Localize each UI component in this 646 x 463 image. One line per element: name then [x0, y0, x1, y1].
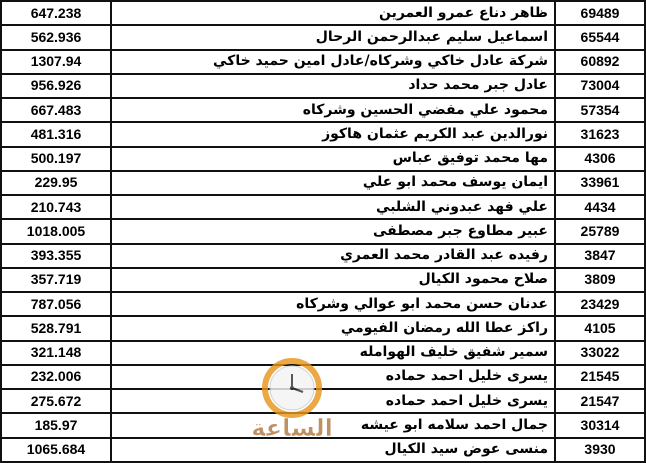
code-cell: 60892	[555, 50, 645, 74]
name-cell: شركة عادل خاكي وشركاه/عادل امين حميد خاكي	[111, 50, 555, 74]
table-row	[1, 195, 645, 219]
amount-cell: 232.006	[1, 365, 111, 389]
code-cell: 23429	[555, 292, 645, 316]
name-cell: نورالدين عبد الكريم عثمان هاكوز	[111, 122, 555, 146]
name-cell: اسماعيل سليم عبدالرحمن الرحال	[111, 25, 555, 49]
amount-cell: 1018.005	[1, 219, 111, 243]
table-row	[1, 438, 645, 463]
code-cell: 21547	[555, 389, 645, 413]
amount-cell: 393.355	[1, 244, 111, 268]
amount-cell: 357.719	[1, 268, 111, 292]
name-cell: يسرى خليل احمد حماده	[111, 389, 555, 413]
amount-cell: 1307.94	[1, 50, 111, 74]
table-row	[1, 268, 645, 292]
name-cell: صلاح محمود الكيال	[111, 268, 555, 292]
amount-cell: 185.97	[1, 413, 111, 437]
name-cell: منسى عوض سيد الكيال	[111, 438, 555, 463]
table-row	[1, 147, 645, 171]
table-row	[1, 292, 645, 316]
code-cell: 25789	[555, 219, 645, 243]
name-cell: مها محمد توفيق عباس	[111, 147, 555, 171]
code-cell: 31623	[555, 122, 645, 146]
amount-cell: 481.316	[1, 122, 111, 146]
amount-cell: 210.743	[1, 195, 111, 219]
name-cell: محمود علي مفضي الحسين وشركاه	[111, 98, 555, 122]
amount-cell: 647.238	[1, 1, 111, 25]
table-row	[1, 25, 645, 49]
amount-cell: 528.791	[1, 316, 111, 340]
amount-cell: 667.483	[1, 98, 111, 122]
name-cell: ايمان يوسف محمد ابو علي	[111, 171, 555, 195]
code-cell: 33022	[555, 341, 645, 365]
amount-cell: 321.148	[1, 341, 111, 365]
amount-cell: 562.936	[1, 25, 111, 49]
code-cell: 33961	[555, 171, 645, 195]
table-row	[1, 171, 645, 195]
name-cell: رفيده عبد القادر محمد العمري	[111, 244, 555, 268]
name-cell: راكز عطا الله رمضان الفيومي	[111, 316, 555, 340]
code-cell: 4434	[555, 195, 645, 219]
code-cell: 3930	[555, 438, 645, 463]
amount-cell: 956.926	[1, 74, 111, 98]
name-cell: يسرى خليل احمد حماده	[111, 365, 555, 389]
code-cell: 3847	[555, 244, 645, 268]
amount-cell: 275.672	[1, 389, 111, 413]
table-row	[1, 389, 645, 413]
table-row	[1, 316, 645, 340]
amount-cell: 787.056	[1, 292, 111, 316]
table-row	[1, 219, 645, 243]
name-cell: عدنان حسن محمد ابو عوالي وشركاه	[111, 292, 555, 316]
table-row	[1, 341, 645, 365]
amount-cell: 1065.684	[1, 438, 111, 463]
code-cell: 4105	[555, 316, 645, 340]
code-cell: 3809	[555, 268, 645, 292]
name-cell: جمال احمد سلامه ابو عيشه	[111, 413, 555, 437]
code-cell: 69489	[555, 1, 645, 25]
table-row	[1, 365, 645, 389]
code-cell: 4306	[555, 147, 645, 171]
code-cell: 65544	[555, 25, 645, 49]
code-cell: 57354	[555, 98, 645, 122]
table-row	[1, 74, 645, 98]
name-cell: عبير مطاوع جبر مصطفى	[111, 219, 555, 243]
amount-cell: 500.197	[1, 147, 111, 171]
code-cell: 21545	[555, 365, 645, 389]
table-row	[1, 98, 645, 122]
code-cell: 30314	[555, 413, 645, 437]
table-row	[1, 122, 645, 146]
name-cell: سمير شفيق خليف الهوامله	[111, 341, 555, 365]
logo-text: الساعة	[251, 414, 333, 442]
table-row	[1, 413, 645, 437]
records-table-body	[1, 1, 645, 462]
name-cell: عادل جبر محمد حداد	[111, 74, 555, 98]
table-row	[1, 50, 645, 74]
name-cell: علي فهد عبدوني الشلبي	[111, 195, 555, 219]
table-row	[1, 1, 645, 25]
name-cell: ظاهر دناع عمرو العمرين	[111, 1, 555, 25]
code-cell: 73004	[555, 74, 645, 98]
amount-cell: 229.95	[1, 171, 111, 195]
table-row	[1, 244, 645, 268]
